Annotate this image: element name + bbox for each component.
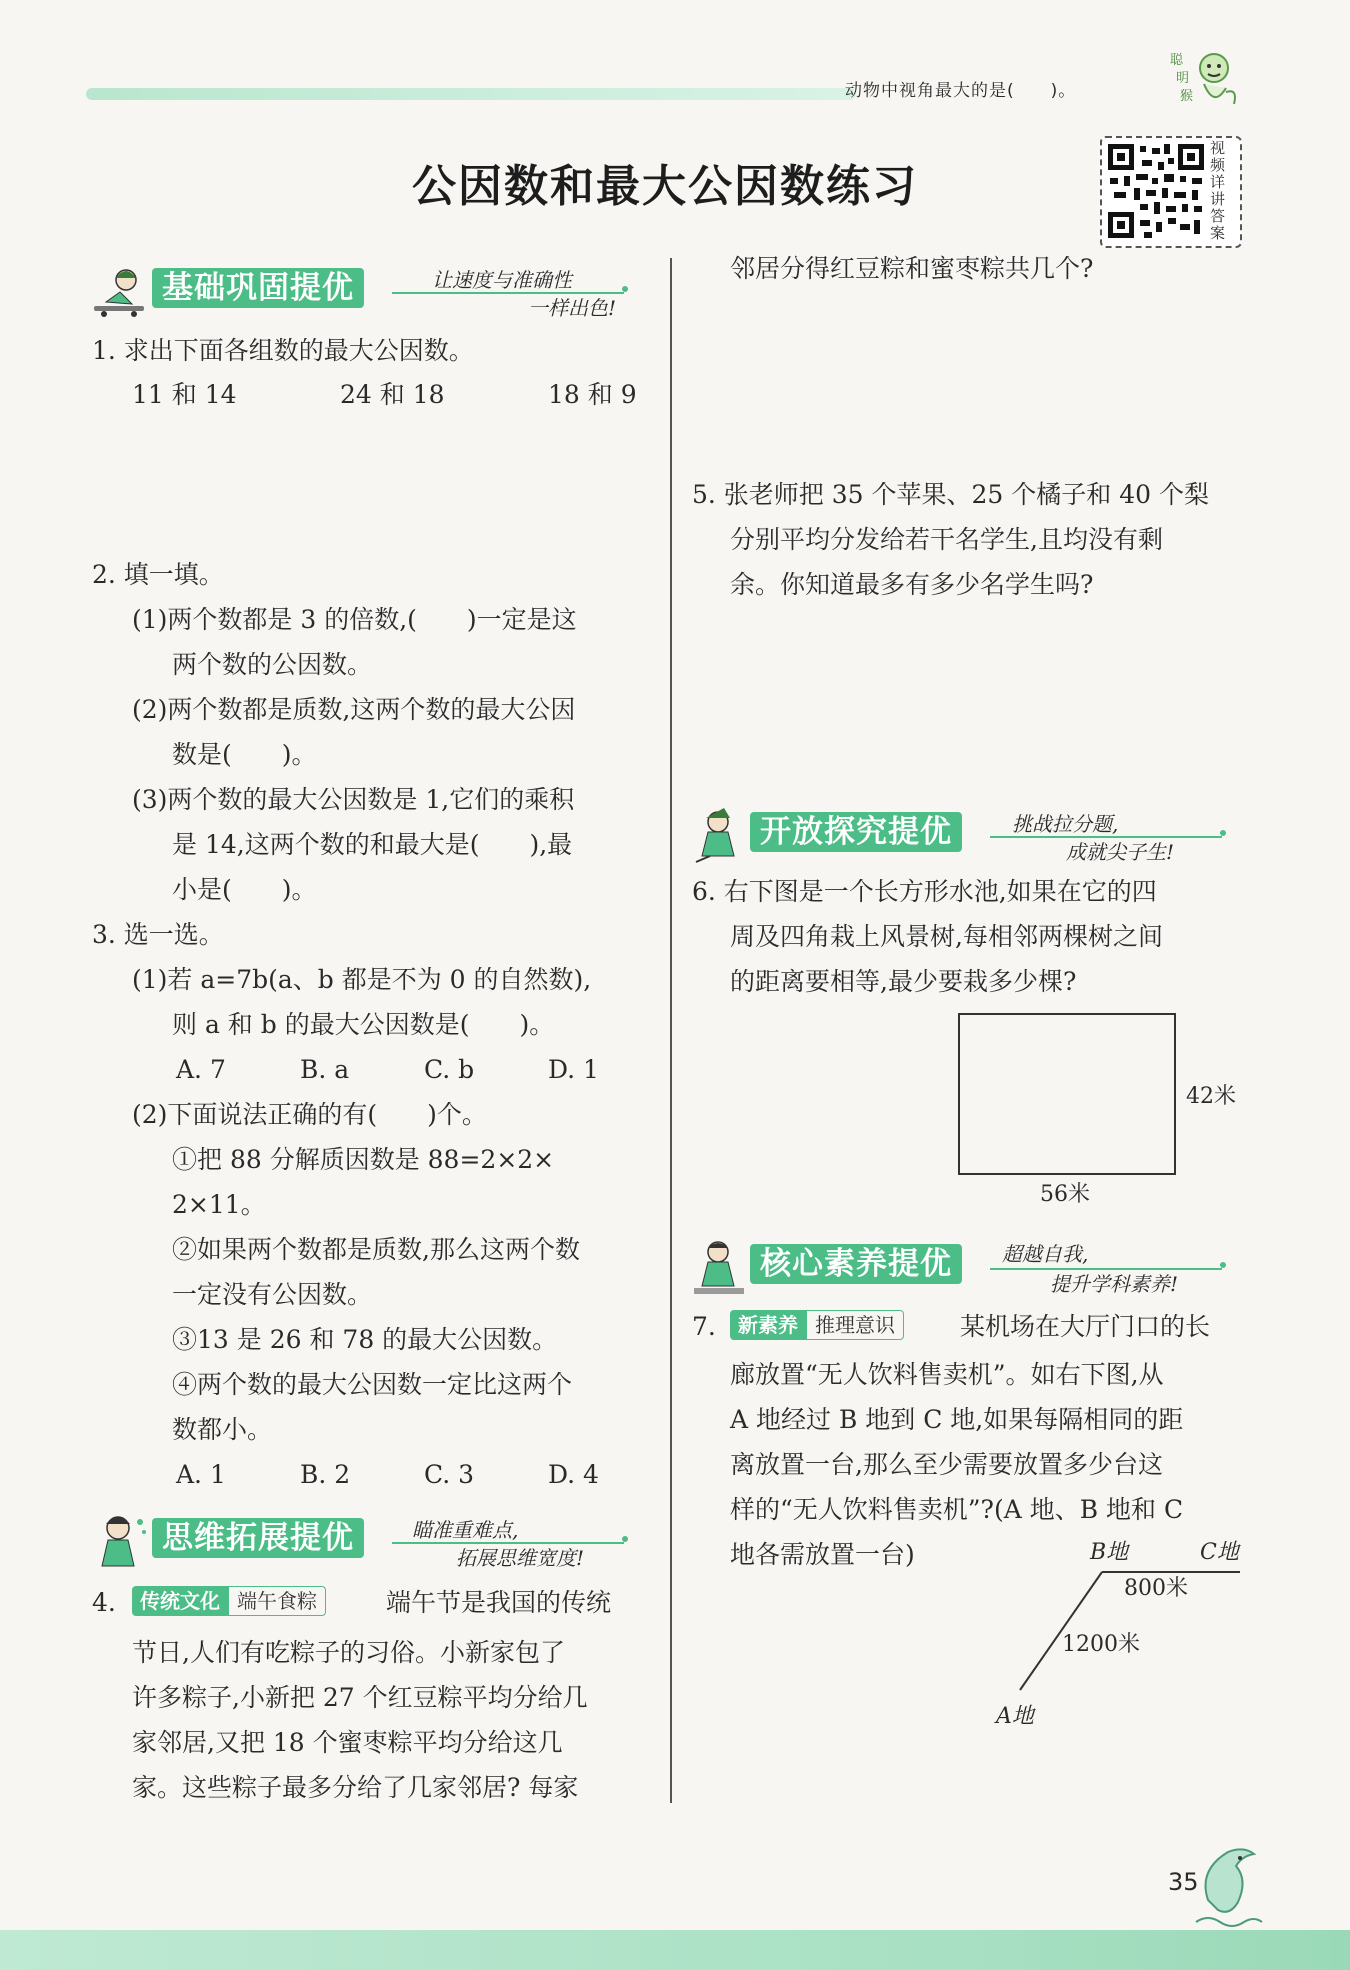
q1-pair-b: 24 和 18 (340, 380, 445, 409)
q4-line-6: 邻居分得红豆粽和蜜枣粽共几个? (730, 254, 1094, 283)
q7-line-4: 离放置一台,那么至少需要放置多少台这 (730, 1450, 1163, 1479)
q7-line-1: 某机场在大厅门口的长 (960, 1312, 1211, 1341)
section-title: 开放探究提优 (750, 812, 962, 852)
q3-line-8: ③13 是 26 和 78 的最大公因数。 (172, 1325, 558, 1354)
svg-text:猴: 猴 (1180, 89, 1194, 104)
distance-bc-label: 800米 (1124, 1576, 1188, 1601)
section-slogan-2: 成就尖子生! (1066, 840, 1175, 864)
q2-line-4: 数是( )。 (172, 740, 317, 769)
q4-tag-category: 传统文化 (132, 1586, 228, 1616)
q3-option2-a: A. 1 (176, 1460, 226, 1489)
q3-line-3: (2)下面说法正确的有( )个。 (132, 1100, 487, 1129)
section-slogan-2: 拓展思维宽度! (456, 1546, 585, 1570)
column-divider (670, 258, 672, 1803)
q2-line-1: (1)两个数都是 3 的倍数,( )一定是这 (132, 605, 577, 634)
q1-pair-a: 11 和 14 (132, 380, 237, 409)
point-a-label: A地 (996, 1704, 1034, 1729)
section-rule-dot (622, 286, 628, 292)
thinking-kid-icon (92, 1512, 150, 1570)
q7-line-2: 廊放置“无人饮料售卖机”。如右下图,从 (730, 1360, 1164, 1389)
section-rule-dot (1220, 830, 1226, 836)
q3-option2-b: B. 2 (300, 1460, 351, 1489)
q7-number: 7. (692, 1312, 716, 1341)
q7-line-3: A 地经过 B 地到 C 地,如果每隔相同的距 (730, 1405, 1184, 1434)
pool-width-label: 56米 (1040, 1182, 1090, 1207)
q7-tag-category: 新素养 (730, 1310, 806, 1340)
header-riddle: 动物中视角最大的是( )。 (845, 81, 1077, 101)
pool-rectangle (958, 1013, 1176, 1175)
section-header-open (690, 806, 1250, 864)
q2-line-6: 是 14,这两个数的和最大是( ),最 (172, 830, 573, 859)
section-rule-dot (622, 1536, 628, 1542)
distance-ab-label: 1200米 (1062, 1632, 1140, 1657)
section-slogan-2: 提升学科素养! (1050, 1272, 1179, 1296)
q5-line-2: 分别平均分发给若干名学生,且均没有剩 (730, 525, 1163, 554)
q3-line-4: ①把 88 分解质因数是 88=2×2× (172, 1145, 555, 1174)
monkey-mascot-icon (1168, 48, 1240, 110)
q3-option-b: B. a (300, 1055, 350, 1084)
q3-option-a: A. 7 (176, 1055, 226, 1084)
section-slogan-1: 瞄准重难点, (412, 1518, 519, 1542)
pool-height-label: 42米 (1186, 1084, 1236, 1109)
qr-label: 视频详讲答案 (1210, 139, 1226, 242)
dolphin-icon (1188, 1840, 1268, 1930)
q2-stem: 2. 填一填。 (92, 560, 224, 589)
q4-line-2: 节日,人们有吃粽子的习俗。小新家包了 (132, 1638, 565, 1667)
header-band (86, 88, 856, 100)
explorer-kid-icon (690, 806, 748, 864)
section-slogan-2: 一样出色! (528, 296, 617, 320)
q3-line-6: ②如果两个数都是质数,那么这两个数 (172, 1235, 580, 1264)
q7-tag-topic: 推理意识 (806, 1310, 904, 1340)
q7-tag (730, 1310, 904, 1340)
q3-line-7: 一定没有公因数。 (172, 1280, 373, 1309)
q6-line-3: 的距离要相等,最少要栽多少棵? (730, 967, 1077, 996)
q6-line-2: 周及四角栽上风景树,每相邻两棵树之间 (730, 922, 1163, 951)
q5-line-3: 余。你知道最多有多少名学生吗? (730, 570, 1094, 599)
section-header-core (690, 1238, 1250, 1296)
section-header-thinking (92, 1512, 652, 1570)
qr-code-icon (1108, 144, 1204, 238)
q4-tag-topic: 端午食粽 (228, 1586, 326, 1616)
q6-line-1: 6. 右下图是一个长方形水池,如果在它的四 (692, 877, 1157, 906)
q3-line-10: 数都小。 (172, 1415, 273, 1444)
climber-kid-icon (690, 1238, 748, 1296)
q3-option-d: D. 1 (548, 1055, 599, 1084)
q3-line-5: 2×11。 (172, 1190, 266, 1219)
section-header-basic (92, 262, 652, 320)
q7-line-6: 地各需放置一台) (730, 1540, 915, 1569)
point-b-label: B地 (1090, 1540, 1129, 1565)
q3-line-9: ④两个数的最大公因数一定比这两个 (172, 1370, 573, 1399)
q2-line-3: (2)两个数都是质数,这两个数的最大公因 (132, 695, 576, 724)
q3-stem: 3. 选一选。 (92, 920, 224, 949)
section-slogan-1: 超越自我, (1002, 1242, 1089, 1266)
section-slogan-1: 让速度与准确性 (432, 268, 572, 292)
page-title: 公因数和最大公因数练习 (412, 161, 918, 212)
q2-line-2: 两个数的公因数。 (172, 650, 373, 679)
skateboard-kid-icon (92, 262, 150, 320)
svg-text:明: 明 (1176, 71, 1190, 86)
q3-line-1: (1)若 a=7b(a、b 都是不为 0 的自然数), (132, 965, 592, 994)
q4-tag (132, 1586, 326, 1616)
q3-line-2: 则 a 和 b 的最大公因数是( )。 (172, 1010, 555, 1039)
q3-option2-c: C. 3 (424, 1460, 475, 1489)
section-slogan-1: 挑战拉分题, (1012, 812, 1119, 836)
page-number: 35 (1168, 1868, 1199, 1896)
q4-line-4: 家邻居,又把 18 个蜜枣粽平均分给这几 (132, 1728, 563, 1757)
q7-line-5: 样的“无人饮料售卖机”?(A 地、B 地和 C (730, 1495, 1184, 1524)
q4-line-1: 端午节是我国的传统 (386, 1588, 612, 1617)
q3-option-c: C. b (424, 1055, 475, 1084)
svg-text:聪: 聪 (1170, 53, 1184, 68)
q1-pair-c: 18 和 9 (548, 380, 637, 409)
section-rule-dot (1220, 1262, 1226, 1268)
q2-line-5: (3)两个数的最大公因数是 1,它们的乘积 (132, 785, 575, 814)
q1-stem: 1. 求出下面各组数的最大公因数。 (92, 336, 474, 365)
q4-line-5: 家。这些粽子最多分给了几家邻居? 每家 (132, 1773, 579, 1802)
q2-line-7: 小是( )。 (172, 875, 317, 904)
footer-band (0, 1930, 1350, 1970)
q4-line-3: 许多粽子,小新把 27 个红豆粽平均分给几 (132, 1683, 588, 1712)
point-c-label: C地 (1200, 1540, 1239, 1565)
q3-option2-d: D. 4 (548, 1460, 599, 1489)
section-title: 核心素养提优 (750, 1244, 962, 1284)
q4-number: 4. (92, 1588, 116, 1617)
section-title: 思维拓展提优 (152, 1518, 364, 1558)
section-title: 基础巩固提优 (152, 268, 364, 308)
q5-line-1: 5. 张老师把 35 个苹果、25 个橘子和 40 个梨 (692, 480, 1209, 509)
